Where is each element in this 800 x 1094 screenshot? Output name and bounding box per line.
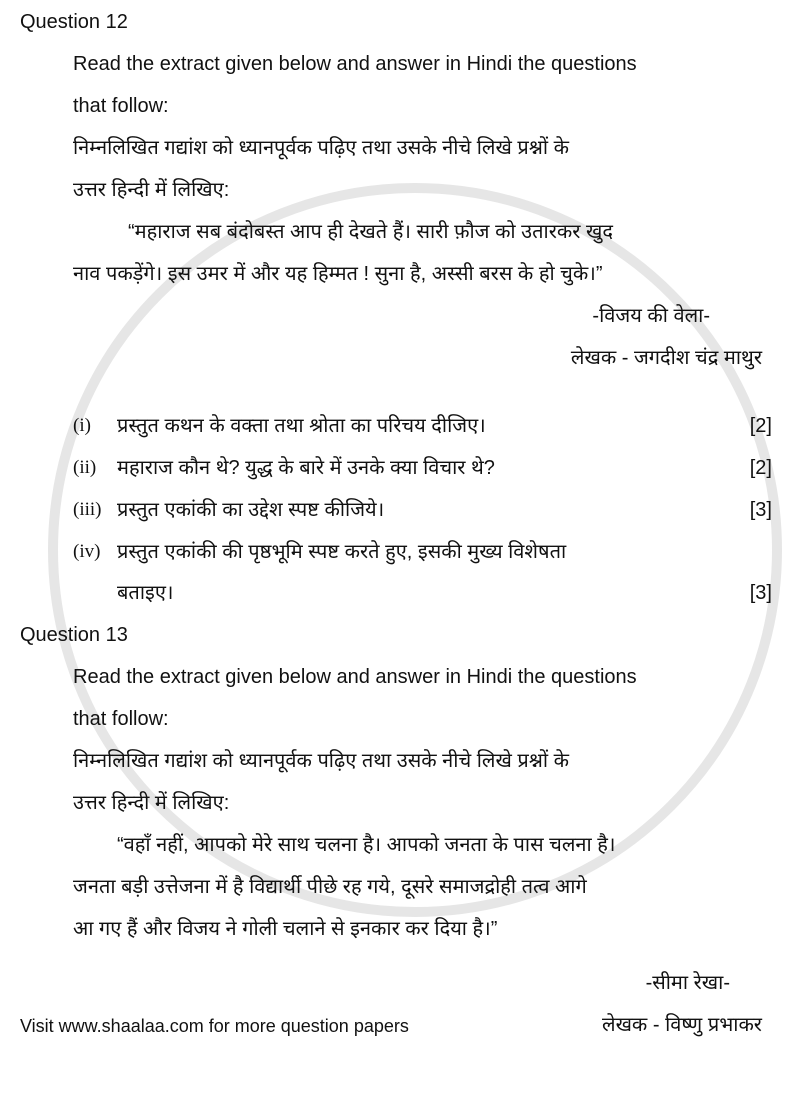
extract-author: लेखक - विष्णु प्रभाकर — [602, 1014, 762, 1036]
instruction-en: that follow: — [73, 708, 169, 730]
question-text: बताइए। — [117, 582, 174, 604]
question-item — [73, 455, 772, 481]
instruction-en: Read the extract given below and answer in Hindi the questions — [73, 53, 637, 75]
extract-text: “महाराज सब बंदोबस्त आप ही देखते हैं। सारी फ़ौज को उतारकर खुद — [128, 221, 613, 243]
instruction-en: that follow: — [73, 95, 169, 117]
extract-text: नाव पकड़ेंगे। इस उमर में और यह हिम्मत ! सुना है, अस्सी बरस के हो चुके।” — [73, 263, 603, 285]
extract-text: जनता बड़ी उत्तेजना में है विद्यार्थी पीछे रह गये, दूसरे समाजद्रोही तत्व आगे — [73, 876, 587, 898]
instruction-hi: उत्तर हिन्दी में लिखिए: — [73, 792, 230, 814]
question-item — [73, 539, 772, 565]
question-13-title: Question 13 — [20, 624, 128, 646]
question-12-title: Question 12 — [20, 11, 128, 33]
question-marks: [2] — [749, 415, 772, 437]
question-marks: [3] — [749, 582, 772, 604]
question-number: (i) — [73, 415, 91, 436]
instruction-hi: निम्नलिखित गद्यांश को ध्यानपूर्वक पढ़िए तथा उसके नीचे लिखे प्रश्नों के — [73, 750, 569, 772]
extract-source: -विजय की वेला- — [592, 305, 710, 327]
question-item — [73, 497, 772, 523]
instruction-hi: निम्नलिखित गद्यांश को ध्यानपूर्वक पढ़िए तथा उसके नीचे लिखे प्रश्नों के — [73, 137, 569, 159]
question-text: महाराज कौन थे? युद्ध के बारे में उनके क्या विचार थे? — [117, 457, 495, 479]
question-marks: [2] — [749, 457, 772, 479]
question-marks: [3] — [749, 499, 772, 521]
page-bottom — [20, 1012, 762, 1038]
question-number: (ii) — [73, 457, 97, 478]
question-number: (iii) — [73, 499, 102, 520]
question-text: प्रस्तुत एकांकी की पृष्ठभूमि स्पष्ट करते हुए, इसकी मुख्य विशेषता — [117, 541, 567, 563]
instruction-en: Read the extract given below and answer in Hindi the questions — [73, 666, 637, 688]
question-text: प्रस्तुत कथन के वक्ता तथा श्रोता का परिचय दीजिए। — [117, 415, 486, 437]
footer-link[interactable]: Visit www.shaalaa.com for more question papers — [20, 1016, 409, 1036]
question-item — [73, 413, 772, 439]
question-text: प्रस्तुत एकांकी का उद्देश स्पष्ट कीजिये। — [117, 499, 385, 521]
extract-author: लेखक - जगदीश चंद्र माथुर — [570, 347, 762, 369]
extract-source: -सीमा रेखा- — [645, 972, 730, 994]
question-number: (iv) — [73, 541, 101, 562]
instruction-hi: उत्तर हिन्दी में लिखिए: — [73, 179, 230, 201]
question-item-continued — [73, 580, 772, 606]
extract-text: “वहाँ नहीं, आपको मेरे साथ चलना है। आपको जनता के पास चलना है। — [117, 834, 616, 856]
extract-text: आ गए हैं और विजय ने गोली चलाने से इनकार कर दिया है।” — [73, 918, 498, 940]
